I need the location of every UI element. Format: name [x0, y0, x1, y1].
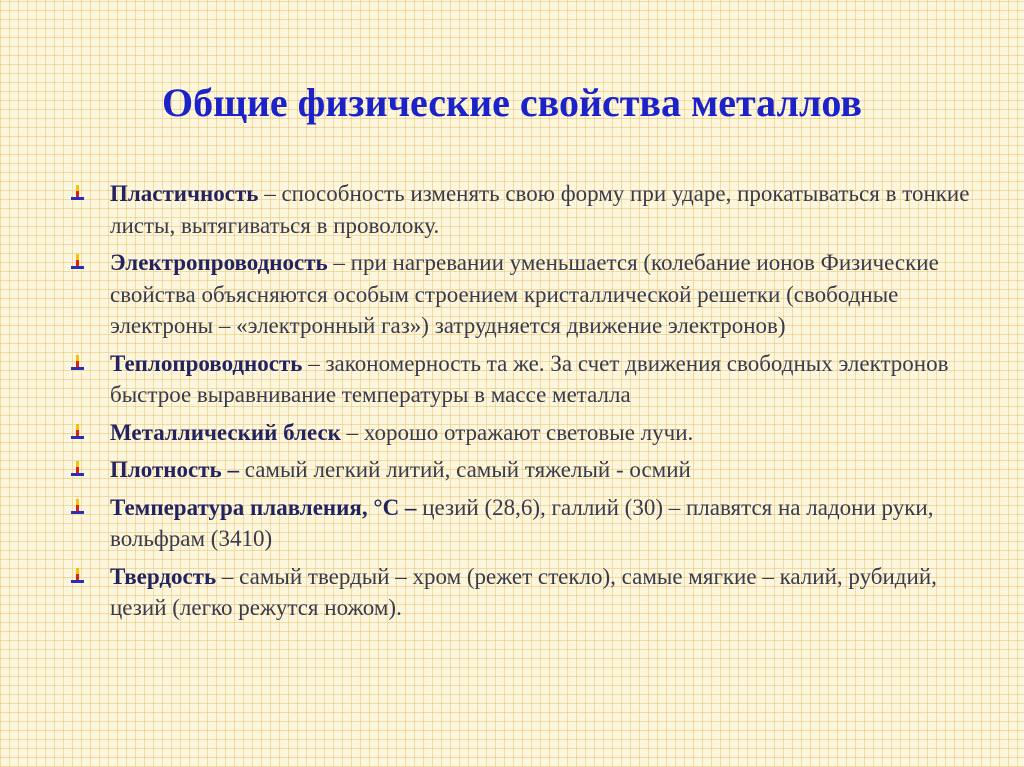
arrow-down-bullet-icon [70, 499, 86, 517]
arrow-down-bullet-icon [70, 461, 86, 479]
property-term: Металлический блеск [110, 419, 341, 445]
list-item [70, 561, 970, 624]
arrow-down-bullet-icon [70, 568, 86, 586]
arrow-down-bullet-icon [70, 185, 86, 203]
property-description: цезий (28,6), галлий (30) – плавятся на ладони руки, вольфрам (3410) [110, 494, 934, 551]
list-item [70, 178, 970, 241]
property-description: – способность изменять свою форму при ударе, прокатываться в тонкие листы, вытягиваться в проволоку. [110, 181, 970, 238]
slide-title: Общие физические свойства металлов [161, 80, 863, 125]
property-description: – хорошо отражают световые лучи. [340, 419, 694, 445]
property-description: самый легкий литий, самый тяжелый - осмий [238, 457, 691, 482]
property-term: Пластичность [110, 181, 259, 206]
list-item [70, 454, 970, 486]
property-description: – закономерность та же. За счет движения свободных электронов быстрое выравнивание температуры в массе металла [110, 350, 949, 407]
property-term: Твердость [110, 563, 217, 589]
properties-list [70, 178, 970, 630]
list-item [70, 348, 970, 411]
property-term: Температура плавления, °С – [110, 494, 417, 520]
property-term: Электропроводность [110, 250, 328, 275]
arrow-down-bullet-icon [70, 424, 86, 442]
arrow-down-bullet-icon [70, 355, 86, 373]
arrow-down-bullet-icon [70, 254, 86, 272]
property-term: Теплопроводность [110, 350, 303, 376]
list-item [70, 247, 970, 342]
list-item [70, 492, 970, 555]
property-description: – при нагревании уменьшается (колебание ионов Физические свойства объясняются особым строением кристаллической решетки (свободные электроны – «электронный газ») затрудняется движение электронов) [110, 250, 939, 338]
property-description: – самый твердый – хром (режет стекло), самые мягкие – калий, рубидий, цезий (легко режутся ножом). [110, 563, 937, 620]
property-term: Плотность – [110, 457, 239, 482]
list-item [70, 417, 970, 449]
